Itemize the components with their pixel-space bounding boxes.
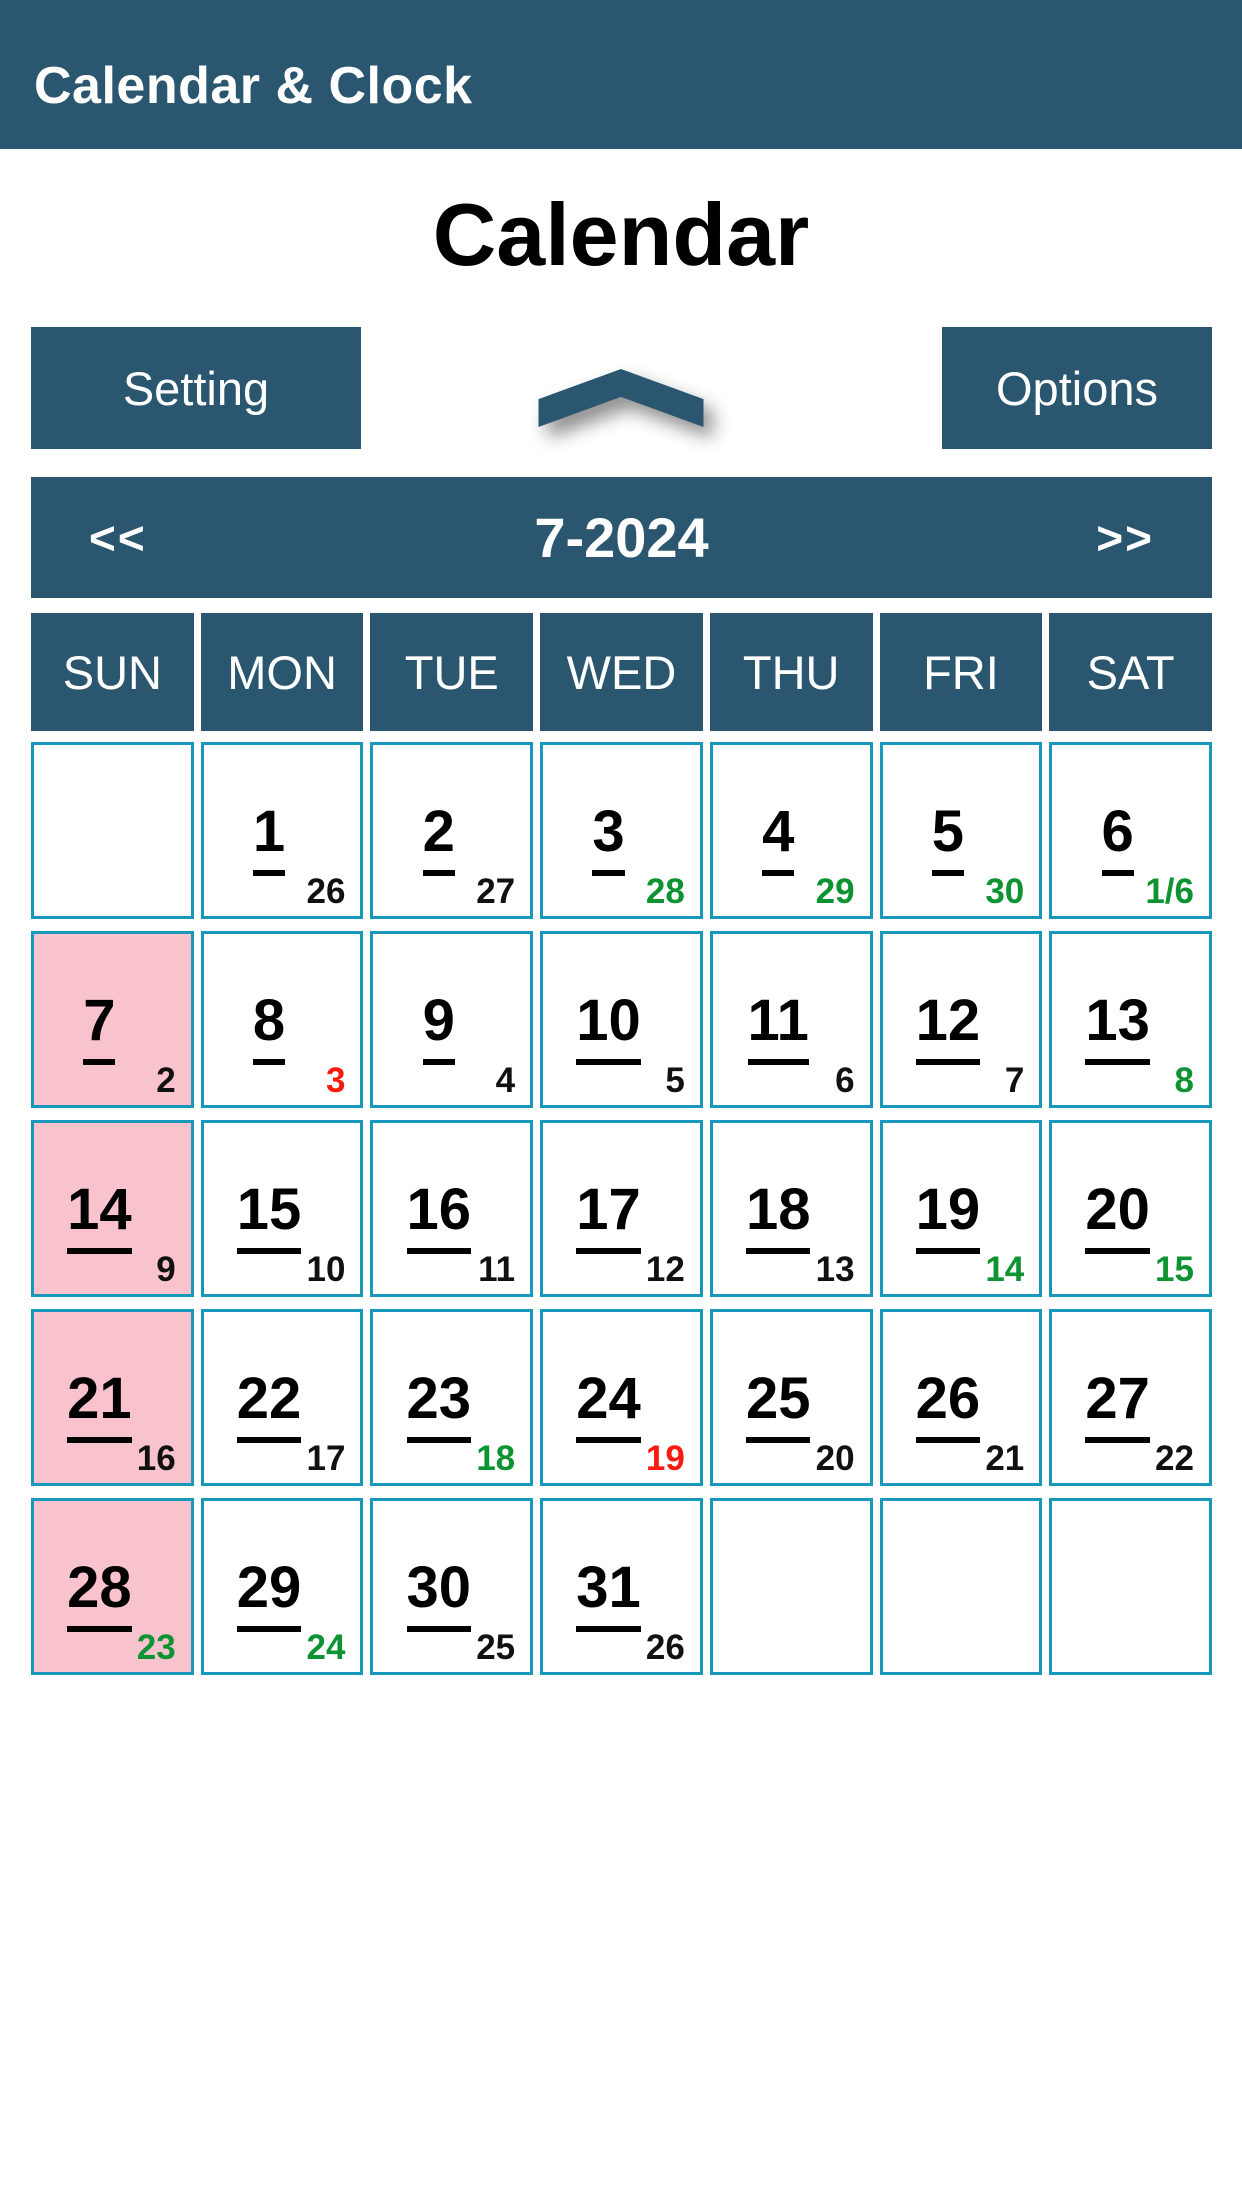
calendar-day-cell[interactable] — [880, 1309, 1043, 1486]
calendar-grid — [31, 742, 1212, 1675]
alt-day-label: 6 — [835, 1061, 855, 1100]
alt-day-label: 25 — [476, 1628, 516, 1667]
alt-day-label: 15 — [1155, 1250, 1194, 1289]
chevron-up-icon — [539, 369, 704, 427]
calendar-day-cell[interactable] — [540, 742, 703, 919]
day-number: 5 — [870, 803, 1027, 876]
day-number: 12 — [870, 992, 1027, 1065]
day-number: 31 — [530, 1559, 687, 1632]
alt-day-label: 3 — [325, 1061, 346, 1100]
alt-day-label: 18 — [476, 1439, 516, 1478]
alt-day-label: 5 — [665, 1061, 685, 1100]
app-title: Calendar & Clock — [34, 57, 473, 115]
options-button[interactable]: Options — [942, 327, 1212, 449]
calendar-day-cell[interactable] — [540, 1120, 703, 1297]
alt-day-label: 9 — [156, 1250, 176, 1289]
weekday-header-sun: SUN — [31, 613, 194, 731]
weekday-header-thu: THU — [710, 613, 873, 731]
day-number: 6 — [1039, 803, 1196, 876]
alt-day-label: 24 — [306, 1628, 346, 1667]
calendar-day-cell[interactable] — [31, 1120, 194, 1297]
calendar-day-cell[interactable] — [540, 1309, 703, 1486]
day-number: 28 — [21, 1559, 178, 1632]
day-number: 19 — [870, 1181, 1027, 1254]
alt-day-label: 20 — [815, 1439, 855, 1478]
calendar-day-cell[interactable] — [31, 1309, 194, 1486]
calendar-day-cell[interactable] — [370, 1498, 533, 1675]
calendar-day-cell[interactable] — [201, 1309, 364, 1486]
alt-day-label: 17 — [306, 1439, 346, 1478]
day-number: 16 — [360, 1181, 517, 1254]
collapse-calendar-button[interactable] — [539, 369, 704, 427]
day-number: 13 — [1039, 992, 1196, 1065]
calendar-day-cell[interactable] — [540, 931, 703, 1108]
alt-day-label: 13 — [815, 1250, 855, 1289]
setting-button[interactable]: Setting — [31, 327, 361, 449]
alt-day-label: 23 — [136, 1628, 176, 1667]
calendar-day-cell[interactable] — [201, 742, 364, 919]
calendar-day-cell[interactable] — [370, 1309, 533, 1486]
calendar-day-cell[interactable] — [880, 931, 1043, 1108]
calendar-day-cell[interactable] — [201, 1498, 364, 1675]
calendar-day-cell[interactable] — [710, 931, 873, 1108]
day-number: 9 — [360, 992, 517, 1065]
calendar-day-cell[interactable] — [1049, 1309, 1212, 1486]
toolbar — [0, 327, 1242, 449]
calendar-day-cell[interactable] — [31, 931, 194, 1108]
previous-month-button[interactable]: << — [89, 511, 147, 564]
calendar-day-cell[interactable] — [370, 931, 533, 1108]
calendar-day-cell[interactable] — [31, 1498, 194, 1675]
day-number: 30 — [360, 1559, 517, 1632]
alt-day-label: 12 — [645, 1250, 685, 1289]
day-number: 26 — [870, 1370, 1027, 1443]
weekday-header-row — [31, 613, 1212, 731]
alt-day-label: 22 — [1155, 1439, 1194, 1478]
alt-day-label: 28 — [645, 872, 685, 911]
day-number: 29 — [191, 1559, 348, 1632]
calendar-day-cell[interactable] — [1049, 931, 1212, 1108]
alt-day-label: 4 — [495, 1061, 516, 1100]
calendar-day-cell[interactable] — [370, 1120, 533, 1297]
day-number: 2 — [360, 803, 517, 876]
alt-day-label: 2 — [156, 1061, 176, 1100]
page-title: Calendar — [432, 185, 810, 284]
day-number: 18 — [700, 1181, 857, 1254]
calendar-day-cell[interactable] — [1049, 742, 1212, 919]
day-number: 25 — [700, 1370, 857, 1443]
alt-day-label: 1/6 — [1145, 872, 1194, 911]
alt-day-label: 29 — [815, 872, 855, 911]
alt-day-label: 19 — [645, 1439, 685, 1478]
day-number: 20 — [1039, 1181, 1196, 1254]
calendar-day-cell[interactable] — [880, 742, 1043, 919]
day-number: 11 — [700, 992, 857, 1065]
calendar-day-cell[interactable] — [710, 1120, 873, 1297]
alt-day-label: 14 — [985, 1250, 1025, 1289]
calendar-day-cell[interactable] — [201, 1120, 364, 1297]
calendar-empty-cell — [1049, 1498, 1212, 1675]
current-month-label: 7-2024 — [534, 506, 709, 569]
calendar-day-cell[interactable] — [370, 742, 533, 919]
calendar-day-cell[interactable] — [710, 742, 873, 919]
day-number: 24 — [530, 1370, 687, 1443]
weekday-header-tue: TUE — [370, 613, 533, 731]
next-month-button[interactable]: >> — [1096, 511, 1154, 564]
alt-day-label: 16 — [136, 1439, 176, 1478]
day-number: 21 — [21, 1370, 178, 1443]
alt-day-label: 21 — [985, 1439, 1025, 1478]
day-number: 1 — [191, 803, 348, 876]
calendar-day-cell[interactable] — [880, 1120, 1043, 1297]
day-number: 17 — [530, 1181, 687, 1254]
calendar-empty-cell — [880, 1498, 1043, 1675]
day-number: 10 — [530, 992, 687, 1065]
top-navbar — [0, 0, 1242, 149]
calendar-empty-cell — [710, 1498, 873, 1675]
alt-day-label: 8 — [1174, 1061, 1194, 1100]
weekday-header-wed: WED — [540, 613, 703, 731]
day-number: 22 — [191, 1370, 348, 1443]
weekday-header-sat: SAT — [1049, 613, 1212, 731]
day-number: 8 — [191, 992, 348, 1065]
day-number: 14 — [21, 1181, 178, 1254]
calendar-empty-cell — [31, 742, 194, 919]
alt-day-label: 11 — [478, 1250, 516, 1289]
day-number: 27 — [1039, 1370, 1196, 1443]
day-number: 3 — [530, 803, 687, 876]
day-number: 4 — [700, 803, 857, 876]
calendar-day-cell[interactable] — [540, 1498, 703, 1675]
alt-day-label: 30 — [985, 872, 1025, 911]
alt-day-label: 26 — [645, 1628, 685, 1667]
calendar-day-cell[interactable] — [710, 1309, 873, 1486]
alt-day-label: 27 — [476, 872, 516, 911]
day-number: 23 — [360, 1370, 517, 1443]
alt-day-label: 7 — [1004, 1061, 1025, 1100]
calendar-day-cell[interactable] — [1049, 1120, 1212, 1297]
day-number: 7 — [21, 992, 178, 1065]
month-navigation-bar — [31, 477, 1212, 598]
alt-day-label: 26 — [306, 872, 346, 911]
weekday-header-fri: FRI — [880, 613, 1043, 731]
calendar-day-cell[interactable] — [201, 931, 364, 1108]
weekday-header-mon: MON — [201, 613, 364, 731]
day-number: 15 — [191, 1181, 348, 1254]
alt-day-label: 10 — [306, 1250, 346, 1289]
